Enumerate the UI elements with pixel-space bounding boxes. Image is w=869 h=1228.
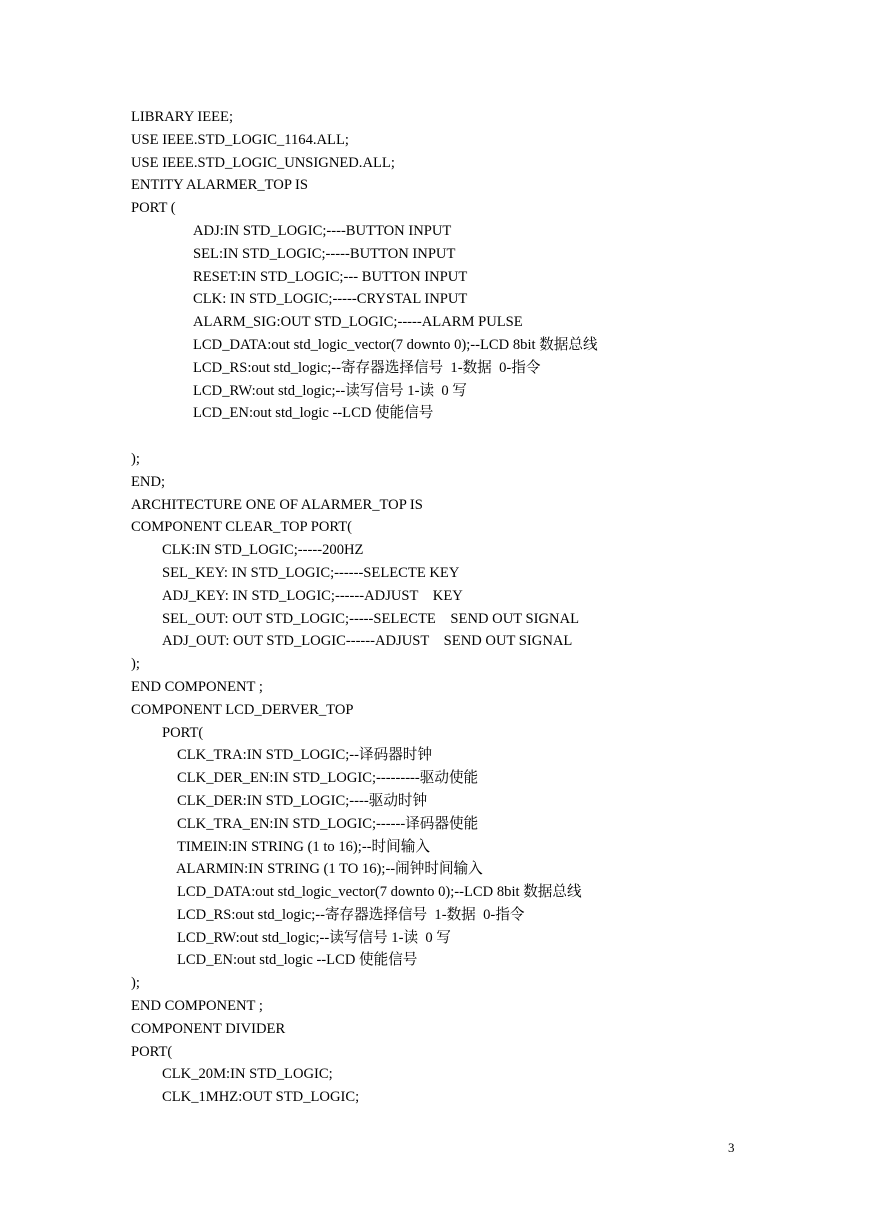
code-line: ARCHITECTURE ONE OF ALARMER_TOP IS bbox=[131, 496, 423, 513]
code-line: LCD_RS:out std_logic;--寄存器选择信号 1-数据 0-指令 bbox=[177, 906, 525, 923]
code-listing bbox=[131, 106, 771, 1109]
code-line: SEL_OUT: OUT STD_LOGIC;-----SELECTE SEND OUT SIGNAL bbox=[162, 610, 580, 627]
code-line: LCD_RW:out std_logic;--读写信号 1-读 0 写 bbox=[193, 382, 467, 399]
code-line: CLK_TRA:IN STD_LOGIC;--译码器时钟 bbox=[177, 747, 432, 764]
code-line: ALARMIN:IN STRING (1 TO 16);--闹钟时间输入 bbox=[176, 861, 483, 878]
code-line: ); bbox=[131, 450, 140, 467]
code-line: LCD_DATA:out std_logic_vector(7 downto 0);--LCD 8bit 数据总线 bbox=[177, 884, 582, 901]
code-line: PORT ( bbox=[131, 200, 176, 217]
code-line: LCD_EN:out std_logic --LCD 使能信号 bbox=[177, 952, 418, 969]
code-line: COMPONENT DIVIDER bbox=[131, 1020, 286, 1037]
blank-line bbox=[131, 425, 771, 448]
code-line: USE IEEE.STD_LOGIC_1164.ALL; bbox=[131, 131, 349, 148]
code-line: SEL_KEY: IN STD_LOGIC;------SELECTE KEY bbox=[162, 564, 460, 581]
code-line: ENTITY ALARMER_TOP IS bbox=[131, 177, 309, 194]
code-line: CLK_DER:IN STD_LOGIC;----驱动时钟 bbox=[177, 792, 428, 809]
code-line: TIMEIN:IN STRING (1 to 16);--时间输入 bbox=[177, 838, 430, 855]
code-line: RESET:IN STD_LOGIC;--- BUTTON INPUT bbox=[193, 268, 468, 285]
code-line: CLK_1MHZ:OUT STD_LOGIC; bbox=[162, 1089, 360, 1106]
code-line: COMPONENT CLEAR_TOP PORT( bbox=[131, 519, 353, 536]
code-line: LCD_RS:out std_logic;--寄存器选择信号 1-数据 0-指令 bbox=[193, 359, 541, 376]
code-line: SEL:IN STD_LOGIC;-----BUTTON INPUT bbox=[193, 245, 456, 262]
code-line: END COMPONENT ; bbox=[131, 678, 263, 695]
code-line: ALARM_SIG:OUT STD_LOGIC;-----ALARM PULSE bbox=[193, 314, 523, 331]
code-line: LCD_RW:out std_logic;--读写信号 1-读 0 写 bbox=[177, 929, 451, 946]
code-line: END; bbox=[131, 473, 166, 490]
code-line: CLK_TRA_EN:IN STD_LOGIC;------译码器使能 bbox=[177, 815, 479, 832]
code-line: ADJ_OUT: OUT STD_LOGIC------ADJUST SEND OUT SIGNAL bbox=[162, 633, 573, 650]
code-line: LCD_EN:out std_logic --LCD 使能信号 bbox=[193, 405, 434, 422]
code-line: USE IEEE.STD_LOGIC_UNSIGNED.ALL; bbox=[131, 154, 395, 171]
page-number: 3 bbox=[728, 1140, 735, 1155]
code-line: PORT( bbox=[162, 724, 204, 741]
code-line: CLK_20M:IN STD_LOGIC; bbox=[162, 1066, 333, 1083]
code-line: COMPONENT LCD_DERVER_TOP bbox=[131, 701, 354, 718]
code-line: LCD_DATA:out std_logic_vector(7 downto 0);--LCD 8bit 数据总线 bbox=[193, 336, 598, 353]
code-line: PORT( bbox=[131, 1043, 173, 1060]
code-line: CLK:IN STD_LOGIC;-----200HZ bbox=[162, 542, 364, 559]
code-line: ADJ:IN STD_LOGIC;----BUTTON INPUT bbox=[193, 222, 452, 239]
code-line: CLK: IN STD_LOGIC;-----CRYSTAL INPUT bbox=[193, 291, 468, 308]
code-line: END COMPONENT ; bbox=[131, 998, 263, 1015]
code-line: CLK_DER_EN:IN STD_LOGIC;---------驱动使能 bbox=[177, 770, 479, 787]
code-line: ); bbox=[131, 975, 140, 992]
code-line: ); bbox=[131, 656, 140, 673]
code-line: LIBRARY IEEE; bbox=[131, 109, 234, 125]
code-line: ADJ_KEY: IN STD_LOGIC;------ADJUST KEY bbox=[162, 587, 463, 604]
